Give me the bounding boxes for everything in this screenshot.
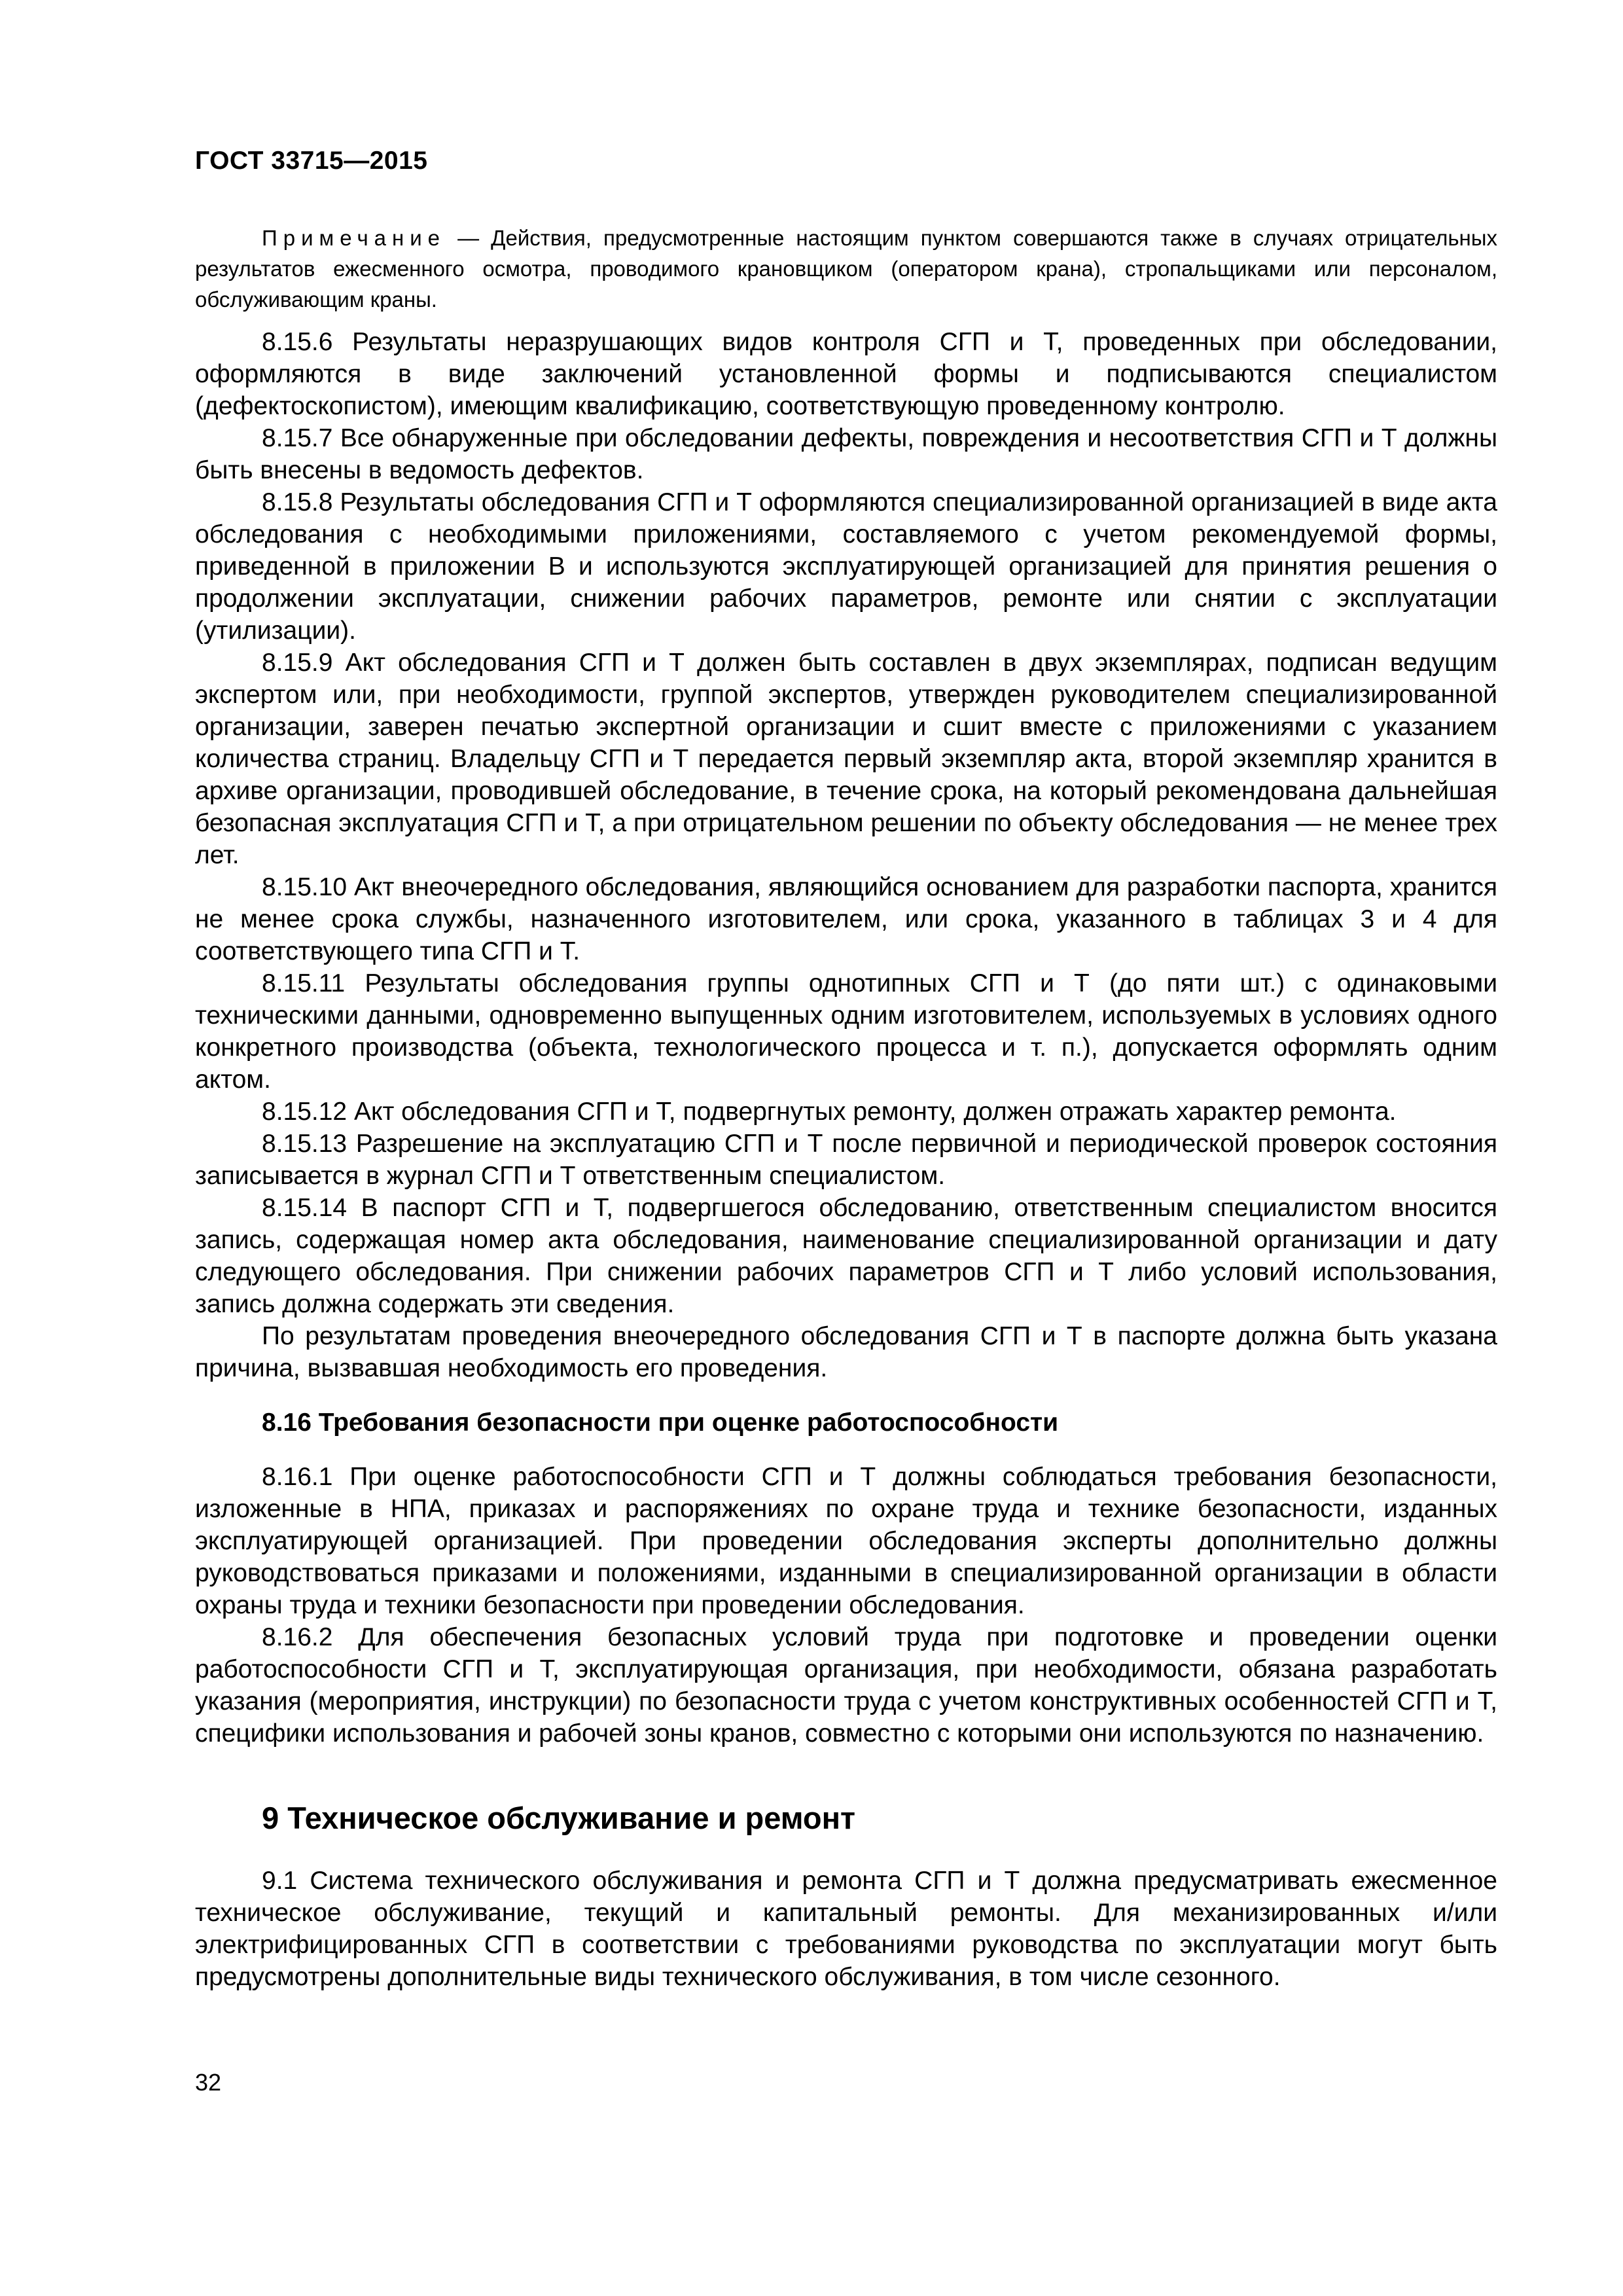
page-number: 32 [195,2069,222,2096]
paragraph-8-15-6: 8.15.6 Результаты неразрушающих видов контроля СГП и Т, проведенных при обследовании, оформляются в виде заключений установленной формы и подписываются специалистом (дефектоскопистом), имеющим квалификацию, соответствующую проведенному контролю. [195,328,1497,420]
paragraph-8-15-9: 8.15.9 Акт обследования СГП и Т должен быть составлен в двух экземплярах, подписан ведущим экспертом или, при необходимости, группой экспертов, утвержден руководителем специализированной организации, заверен печатью экспертной организации и сшит вместе с приложениями с указанием количества страниц. Владельцу СГП и Т передается первый экземпляр акта, второй экземпляр хранится в архиве организации, проводившей обследование, в течение срока, на который рекомендована дальнейшая безопасная эксплуатация СГП и Т, а при отрицательном решении по объекту обследования — не менее трех лет. [195,649,1497,869]
section-9-title: 9 Техническое обслуживание и ремонт [262,1801,856,1835]
note-text: — Действия, предусмотренные настоящим пунктом совершаются также в случаях отрицательных результатов ежесменного осмотра, проводимого крановщиком (оператором крана), стропальщиками или персоналом, обслуживающим краны. [195,226,1497,312]
paragraph-8-16-1: 8.16.1 При оценке работоспособности СГП и Т должны соблюдаться требования безопасности, изложенные в НПА, приказах и распоряжениях по охране труда и технике безопасности, изданных эксплуатирующей организацией. При проведении обследования эксперты дополнительно должны руководствоваться приказами и положениями, изданными в специализированной организации в области охраны труда и техники безопасности при проведении обследования. [195,1463,1497,1619]
paragraph-8-15-11: 8.15.11 Результаты обследования группы однотипных СГП и Т (до пяти шт.) с одинаковыми техническими данными, одновременно выпущенных одним изготовителем, используемых в условиях одного конкретного производства (объекта, технологического процесса и т. п.), допускается оформлять одним актом. [195,969,1497,1094]
paragraph-8-15-12: 8.15.12 Акт обследования СГП и Т, подвергнутых ремонту, должен отражать характер ремонта. [262,1098,1397,1126]
paragraph-8-15-8: 8.15.8 Результаты обследования СГП и Т оформляются специализированной организацией в виде акта обследования с необходимыми приложениями, составляемого с учетом рекомендуемой формы, приведенной в приложении В и используются эксплуатирующей организацией для принятия решения о продолжении эксплуатации, снижении рабочих параметров, ремонте или снятии с эксплуатации (утилизации). [195,488,1497,645]
paragraph-8-15-7: 8.15.7 Все обнаруженные при обследовании дефекты, повреждения и несоответствия СГП и Т должны быть внесены в ведомость дефектов. [195,424,1497,484]
note-block [195,223,1497,315]
paragraph-8-15-10: 8.15.10 Акт внеочередного обследования, являющийся основанием для разработки паспорта, хранится не менее срока службы, назначенного изготовителем, или срока, указанного в таблицах 3 и 4 для соответствующего типа СГП и Т. [195,873,1497,965]
paragraph-9-1: 9.1 Система технического обслуживания и ремонта СГП и Т должна предусматривать ежесменное техническое обслуживание, текущий и капитальный ремонты. Для механизированных и/или электрифицированных СГП в соответствии с требованиями руководства по эксплуатации могут быть предусмотрены дополнительные виды технического обслуживания, в том числе сезонного. [195,1867,1497,1991]
paragraph-8-15-13: 8.15.13 Разрешение на эксплуатацию СГП и Т после первичной и периодической проверок состояния записывается в журнал СГП и Т ответственным специалистом. [195,1130,1497,1190]
note-label: Примечание [262,226,446,250]
paragraph-8-15-14: 8.15.14 В паспорт СГП и Т, подвергшегося обследованию, ответственным специалистом вносится запись, содержащая номер акта обследования, наименование специализированной организации и дату следующего обследования. При снижении рабочих параметров СГП и Т либо условий использования, запись должна содержать эти сведения. [195,1194,1497,1318]
document-body [195,326,1497,1993]
paragraph-8-15-14-continued: По результатам проведения внеочередного обследования СГП и Т в паспорте должна быть указана причина, вызвавшая необходимость его проведения. [195,1322,1497,1382]
standard-designation: ГОСТ 33715—2015 [195,147,428,175]
paragraph-8-16-2: 8.16.2 Для обеспечения безопасных условий труда при подготовке и проведении оценки работоспособности СГП и Т, эксплуатирующая организация, при необходимости, обязана разработать указания (мероприятия, инструкции) по безопасности труда с учетом конструктивных особенностей СГП и Т, специфики использования и рабочей зоны кранов, совместно с которыми они используются по назначению. [195,1623,1497,1748]
subsection-8-16-title: 8.16 Требования безопасности при оценке работоспособности [262,1408,1059,1437]
